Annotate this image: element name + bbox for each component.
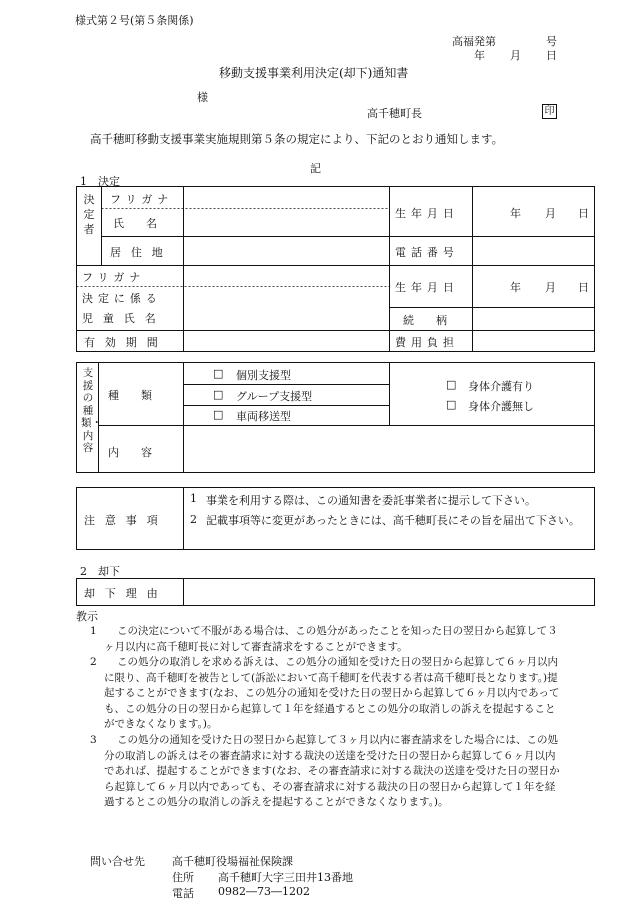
birth-month: 月 (545, 207, 556, 220)
issuer-name: 高千穂町長 (367, 107, 422, 120)
section1-heading: 1 決定 (80, 175, 120, 188)
child-label-line1: 決定に係る (82, 292, 162, 305)
instruction-1-text: この決定について不服がある場合は、この処分があったことを知った日の翌日から起算して３ヶ月以内に高千穂町長に対して審査請求をすることができます。 (104, 625, 558, 653)
contact-phone-label: 電話 (172, 887, 194, 900)
reject-reason-label: 却下理由 (84, 587, 168, 600)
care-checkbox-1[interactable]: □ (446, 378, 457, 391)
furigana-label: フリガナ (110, 193, 174, 206)
support-type-checkbox-2[interactable]: □ (213, 388, 224, 401)
child-birth-year: 年 (510, 281, 521, 294)
note-2-number: 2 (190, 513, 197, 526)
instruction-3-text: この処分の通知を受けた日の翌日から起算して３ヶ月以内に審査請求をした場合には、この処分の取消しの訴えはその審査請求に対する裁決の送達を受けた日の翌日から起算して６ヶ月以内であれば、提起することができます(なお、その審査請求に対する裁決の送達を受けた日の翌日から起算して６ヶ月以内であっても、その審査請求に対する裁決の日の翌日から起算して１年を経過するとこの処分の取消しの訴えを提起することができなくなります。)。 (104, 734, 560, 808)
child-birth-label: 生年月日 (395, 281, 459, 294)
document-number-prefix: 高福発第 (452, 35, 496, 48)
seal-mark: 印 (542, 104, 557, 119)
contact-address: 高千穂町大字三田井13番地 (218, 871, 353, 884)
cost-label: 費用負担 (395, 336, 459, 349)
contact-label: 問い合せ先 (90, 855, 145, 868)
birth-label: 生年月日 (395, 207, 459, 220)
support-type-option-1: 個別支援型 (236, 369, 291, 382)
care-option-2: 身体介護無し (468, 400, 534, 413)
furigana2-label: フリガナ (82, 271, 146, 284)
support-group-label: 支援の種類・内容 (81, 367, 102, 454)
instruction-2-number: 2 (90, 656, 97, 668)
contact-office: 高千穂町役場福祉保険課 (172, 855, 293, 868)
care-checkbox-2[interactable]: □ (446, 398, 457, 411)
name-label: 氏 名 (113, 217, 157, 230)
support-type-option-3: 車両移送型 (236, 410, 291, 423)
intro-text: 高千穂町移動支援事業実施規則第５条の規定により、下記のとおり通知します。 (90, 132, 504, 146)
note-2-text: 記載事項等に変更があったときには、高千穂町長にその旨を届出て下さい。 (206, 514, 580, 527)
document-title: 移動支援事業利用決定(却下)通知書 (219, 66, 409, 80)
date-month: 月 (510, 49, 521, 62)
relation-label: 続 柄 (403, 314, 447, 327)
support-type-option-2: グループ支援型 (236, 390, 313, 403)
birth-year: 年 (510, 207, 521, 220)
birth-day: 日 (578, 207, 589, 220)
phone-label: 電話番号 (395, 246, 459, 259)
date-day: 日 (546, 49, 557, 62)
care-option-1: 身体介護有り (468, 380, 534, 393)
content-label: 内 容 (108, 446, 152, 459)
type-label: 種 類 (108, 389, 152, 402)
support-type-checkbox-3[interactable]: □ (213, 408, 224, 421)
address-label: 居住地 (110, 246, 173, 259)
notes-label: 注意事項 (84, 514, 168, 527)
support-type-checkbox-1[interactable]: □ (213, 367, 224, 380)
note-1-text: 事業を利用する際は、この通知書を委託事業者に提示して下さい。 (206, 494, 536, 507)
instruction-heading: 教示 (76, 610, 98, 623)
contact-phone: 0982―73―1202 (218, 885, 310, 898)
instruction-1-number: 1 (90, 625, 97, 637)
form-number: 様式第２号(第５条関係) (75, 14, 194, 27)
section2-heading: 2 却下 (80, 565, 120, 578)
contact-address-label: 住所 (172, 871, 194, 884)
instruction-2-text: この処分の取消しを求める訴えは、この処分の通知を受けた日の翌日から起算して６ヶ月以内に限り、高千穂町を被告として(訴訟において高千穂町を代表する者は高千穂町長となります。)提起することができます(なお、この処分の通知を受けた日の翌日から起算して６ヶ月以内であっても、この処分の日の翌日から起算して１年を経過するとこの処分の取消しの訴えを提起することができなくなります。)。 (104, 656, 560, 730)
note-1-number: 1 (190, 492, 197, 505)
child-birth-day: 日 (578, 281, 589, 294)
instruction-3-number: 3 (90, 734, 97, 746)
child-label-line2: 児童氏名 (82, 312, 166, 325)
date-year: 年 (474, 49, 485, 62)
period-label: 有効期間 (84, 336, 168, 349)
decider-group-label: 決定者 (83, 193, 95, 236)
addressee-suffix: 様 (197, 91, 208, 104)
ki-marker: 記 (310, 162, 321, 175)
document-number-suffix: 号 (546, 35, 557, 48)
child-birth-month: 月 (545, 281, 556, 294)
